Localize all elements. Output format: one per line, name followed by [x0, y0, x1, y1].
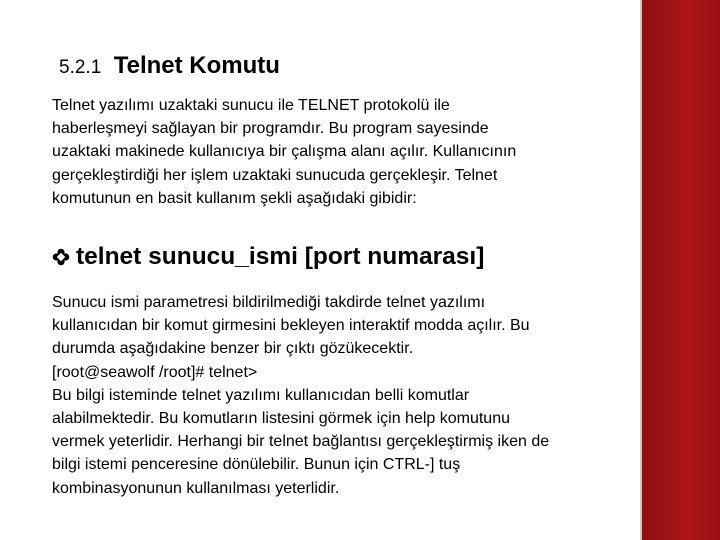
- diamond-bullet-icon: [52, 248, 70, 266]
- section-heading: [59, 52, 632, 80]
- section-title: Telnet Komutu: [113, 52, 280, 79]
- command-syntax-bullet: [52, 243, 632, 271]
- command-syntax-text: telnet sunucu_ismi [port numarası]: [76, 243, 485, 271]
- body-paragraph: Sunucu ismi parametresi bildirilmediği takdirde telnet yazılımı kullanıcıdan bir komut girmesini bekleyen interaktif modda açılır. Bu durumda aşağıdakine benzer bir çıktı gözükecektir. [root@seawolf /root]# telnet> Bu bilgi isteminde telnet yazılımı kullanıcıdan belli komutlar alabilmektedir. Bu komutların listesini görmek için help komutunu vermek yeterlidir. Herhangi bir telnet bağlantısı gerçekleştirmiş iken de bilgi istemi penceresine dönülebilir. Bunun için CTRL-] tuş kombinasyonunun kullanılması yeterlidir.: [52, 294, 550, 497]
- section-number: 5.2.1: [59, 57, 102, 78]
- intro-paragraph: Telnet yazılımı uzaktaki sunucu ile TELNET protokolü ile haberleşmeyi sağlayan bir programdır. Bu program sayesinde uzaktaki makinede kullanıcıya bir çalışma alanı açılır. Kullanıcının gerçekleştirdiği her işlem uzaktaki sunucuda gerçekleşir. Telnet komutunun en basit kullanım şekli aşağıdaki gibidir:: [52, 97, 517, 207]
- slide-content: [52, 52, 632, 500]
- accent-bar: [642, 0, 720, 540]
